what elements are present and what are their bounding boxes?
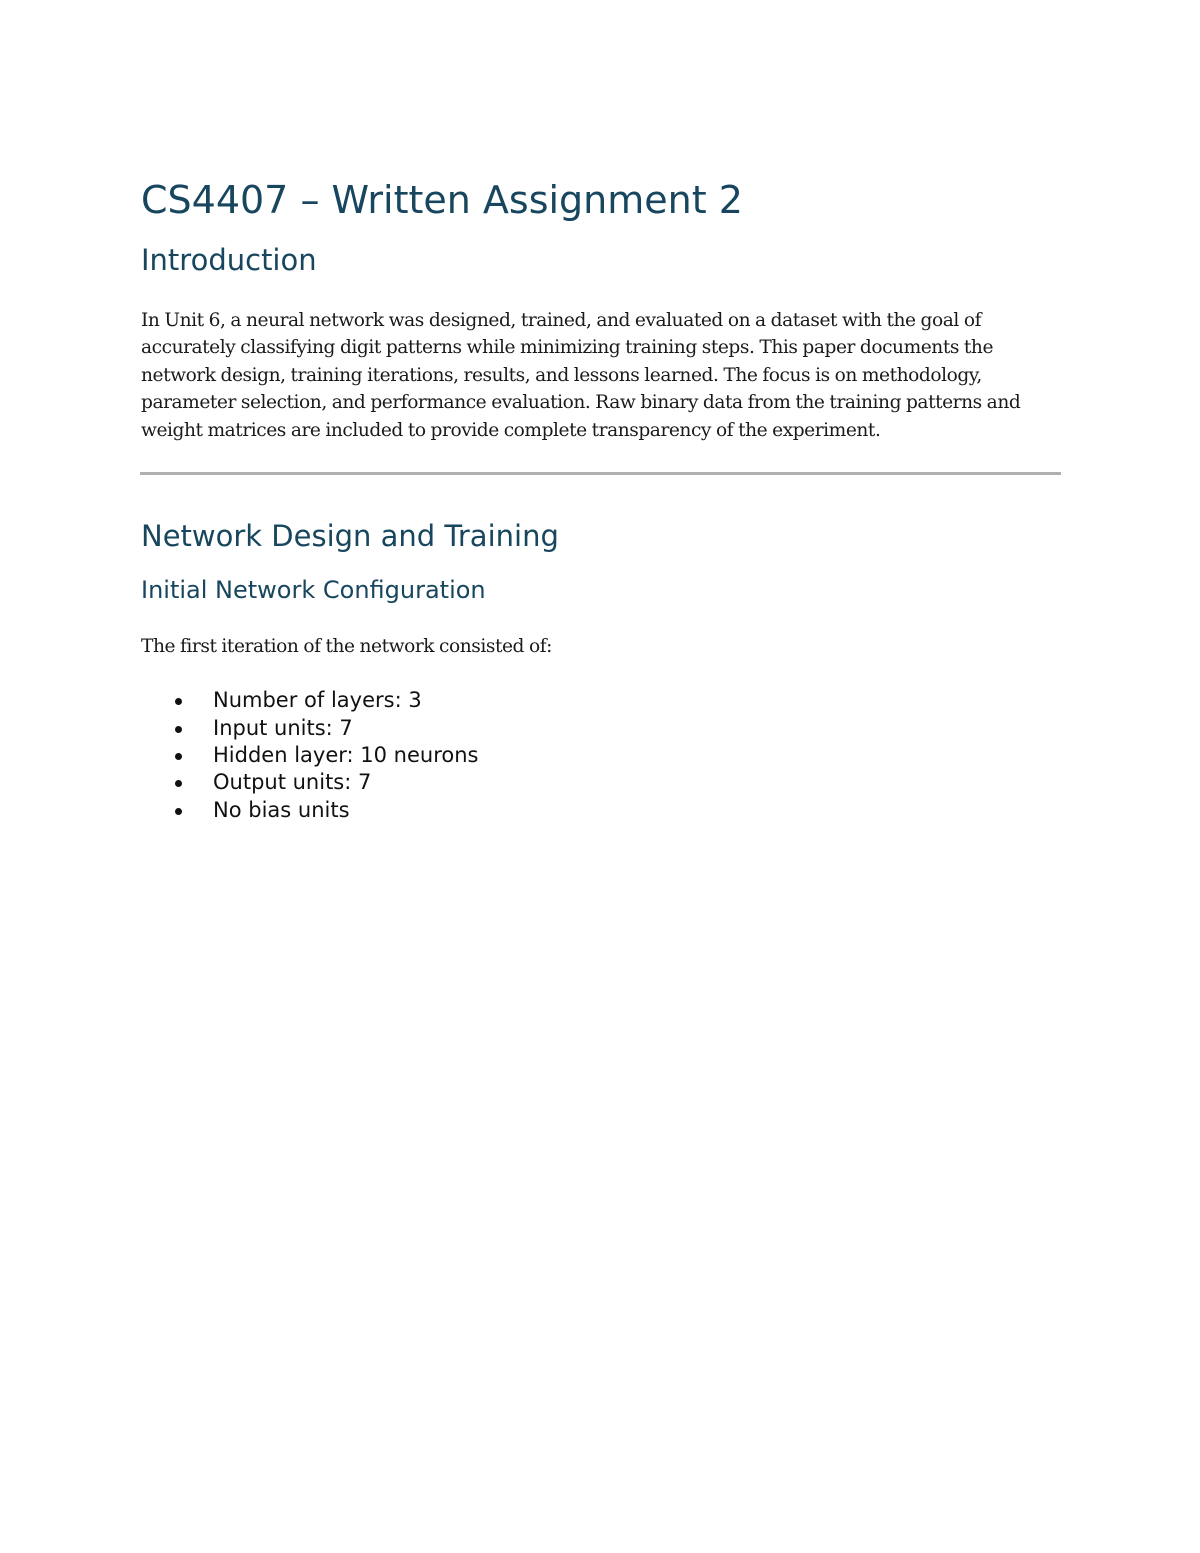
- list-item: [141, 687, 1061, 714]
- list-item-text: Input units: 7: [213, 715, 353, 740]
- document-content: [141, 172, 1061, 824]
- bullet-icon: [175, 780, 182, 787]
- bullet-icon: [175, 808, 182, 815]
- list-item-text: Hidden layer: 10 neurons: [213, 743, 479, 768]
- network-design-heading: Network Design and Training: [141, 519, 559, 554]
- bullet-icon: [175, 753, 182, 760]
- introduction-heading: Introduction: [141, 243, 317, 277]
- initial-configuration-heading: Initial Network Configuration: [141, 576, 486, 605]
- section-divider: [140, 472, 1061, 475]
- configuration-lead-text: The first iteration of the network consisted of:: [141, 636, 552, 658]
- list-item-text: Number of layers: 3: [213, 688, 422, 713]
- list-item: [141, 715, 1061, 742]
- bullet-icon: [175, 726, 182, 733]
- list-item: [141, 797, 1061, 824]
- introduction-paragraph: In Unit 6, a neural network was designed, trained, and evaluated on a dataset with the goal of accurately classifying digit patterns while minimizing training steps. This paper documents the network design, training iterations, results, and lessons learned. The focus is on methodology, parameter selection, and performance evaluation. Raw binary data from the training patterns and weight matrices are included to provide complete transparency of the experiment.: [141, 310, 1021, 441]
- configuration-list: [141, 687, 1061, 823]
- list-item-text: Output units: 7: [213, 770, 372, 795]
- list-item: [141, 769, 1061, 796]
- list-item: [141, 742, 1061, 769]
- document-title: CS4407 – Written Assignment 2: [141, 178, 743, 222]
- list-item-text: No bias units: [213, 797, 350, 822]
- bullet-icon: [175, 698, 182, 705]
